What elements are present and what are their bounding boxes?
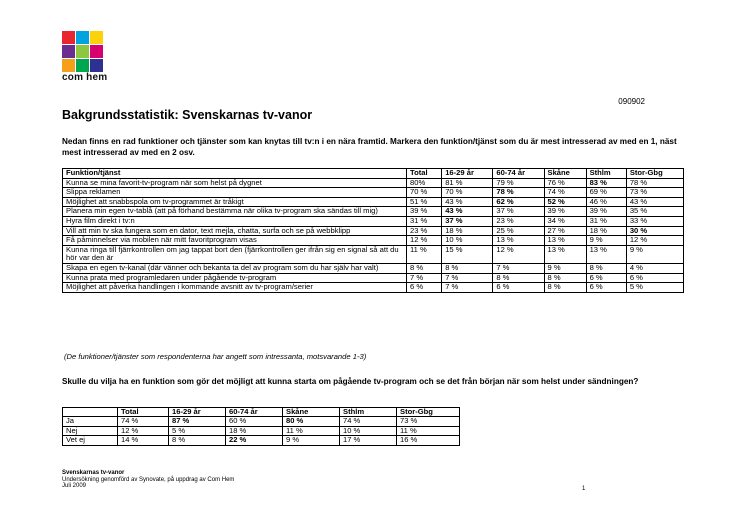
row-label: Slippa reklamen	[63, 188, 407, 198]
table-cell: 25 %	[493, 226, 544, 236]
table-cell: 33 %	[626, 216, 683, 226]
table-cell: 8 %	[544, 283, 586, 293]
table-cell: 74 %	[340, 417, 397, 426]
table-cell: 18 %	[226, 426, 283, 435]
table-row	[63, 245, 684, 263]
question-text: Skulle du vilja ha en funktion som gör det möjligt att kunna starta om pågående tv-program och se det från början när som helst under sändningen?	[62, 377, 639, 386]
table-cell: 11 %	[397, 426, 460, 435]
logo-square	[76, 59, 89, 72]
table-cell: 80%	[407, 178, 442, 188]
table-cell: 6 %	[586, 273, 626, 283]
table-cell: 74 %	[118, 417, 169, 426]
column-header: 60-74 år	[493, 169, 544, 179]
table-cell: 6 %	[493, 283, 544, 293]
table-cell: 8 %	[169, 436, 226, 445]
table-cell: 18 %	[442, 226, 493, 236]
table-cell: 13 %	[544, 236, 586, 246]
table-cell: 12 %	[118, 426, 169, 435]
table-cell: 39 %	[586, 207, 626, 217]
table-cell: 46 %	[586, 197, 626, 207]
table-cell: 7 %	[493, 263, 544, 273]
table-note: (De funktioner/tjänster som respondenterna har angett som intressanta, motsvarande 1-3)	[64, 352, 367, 361]
table-cell: 31 %	[586, 216, 626, 226]
table-cell: 51 %	[407, 197, 442, 207]
intro-text: Nedan finns en rad funktioner och tjänster som kan knytas till tv:n i en nära framtid. Markera den funktion/tjänst som du är mest intresserad av med en 1, näst mest intresserad av med en 2 osv.	[62, 137, 677, 157]
table-row	[63, 188, 684, 198]
table-cell: 13 %	[544, 245, 586, 263]
table-cell: 12 %	[407, 236, 442, 246]
table-cell: 13 %	[493, 236, 544, 246]
table-cell: 17 %	[340, 436, 397, 445]
table-cell: 79 %	[493, 178, 544, 188]
table-cell: 37 %	[493, 207, 544, 217]
column-header: 16-29 år	[442, 169, 493, 179]
table-cell: 43 %	[442, 207, 493, 217]
footer	[62, 470, 234, 490]
table-cell: 62 %	[493, 197, 544, 207]
table-cell: 14 %	[118, 436, 169, 445]
table-cell: 27 %	[544, 226, 586, 236]
table-cell: 8 %	[544, 273, 586, 283]
restart-table	[62, 407, 460, 446]
table-cell: 15 %	[442, 245, 493, 263]
table-cell: 6 %	[626, 273, 683, 283]
column-header: Sthlm	[586, 169, 626, 179]
row-label: Nej	[63, 426, 118, 435]
column-header: Total	[407, 169, 442, 179]
page-title: Bakgrundsstatistik: Svenskarnas tv-vanor	[62, 108, 313, 122]
table-cell: 73 %	[397, 417, 460, 426]
column-header: Skåne	[544, 169, 586, 179]
row-label: Möjlighet att snabbspola om tv-programmet är tråkigt	[63, 197, 407, 207]
column-header: Skåne	[283, 408, 340, 417]
table-cell: 69 %	[586, 188, 626, 198]
table-header-row	[63, 169, 684, 179]
table-cell: 52 %	[544, 197, 586, 207]
table-cell: 83 %	[586, 178, 626, 188]
table-cell: 70 %	[442, 188, 493, 198]
table-cell: 5 %	[626, 283, 683, 293]
table-cell: 11 %	[407, 245, 442, 263]
column-header: Funktion/tjänst	[63, 169, 407, 179]
row-label: Kunna se mina favorit-tv-program när som helst på dygnet	[63, 178, 407, 188]
column-header: 60-74 år	[226, 408, 283, 417]
table-cell: 4 %	[626, 263, 683, 273]
table-cell: 34 %	[544, 216, 586, 226]
table-cell: 73 %	[626, 188, 683, 198]
table-row	[63, 417, 460, 426]
table-cell: 8 %	[586, 263, 626, 273]
column-header: Stor-Gbg	[626, 169, 683, 179]
column-header: Sthlm	[340, 408, 397, 417]
row-label: Möjlighet att påverka handlingen i kommande avsnitt av tv-program/serier	[63, 283, 407, 293]
row-label: Få påminnelser via mobilen när mitt favoritprogram visas	[63, 236, 407, 246]
table-cell: 12 %	[626, 236, 683, 246]
logo-square	[90, 31, 103, 44]
row-label: Ja	[63, 417, 118, 426]
table-cell: 10 %	[340, 426, 397, 435]
row-label: Skapa en egen tv-kanal (där vänner och bekanta ta del av program som du har själv har valt)	[63, 263, 407, 273]
table-row	[63, 283, 684, 293]
logo-square	[90, 45, 103, 58]
table-cell: 37 %	[442, 216, 493, 226]
table-cell: 78 %	[626, 178, 683, 188]
table-cell: 5 %	[169, 426, 226, 435]
comhem-logo	[62, 31, 104, 73]
table-cell: 22 %	[226, 436, 283, 445]
table-cell: 8 %	[442, 263, 493, 273]
table-row	[63, 436, 460, 445]
logo-square	[62, 59, 75, 72]
table-row	[63, 216, 684, 226]
page-number: 1	[582, 486, 586, 492]
table-cell: 76 %	[544, 178, 586, 188]
footer-date: Juli 2009	[62, 483, 87, 490]
table-cell: 7 %	[442, 273, 493, 283]
table-cell: 7 %	[407, 273, 442, 283]
table-cell: 6 %	[407, 283, 442, 293]
table-cell: 11 %	[283, 426, 340, 435]
row-label: Planera min egen tv-tablå (att på förhand bestämma när olika tv-program ska sändas till mig)	[63, 207, 407, 217]
table-cell: 43 %	[626, 197, 683, 207]
table-cell: 31 %	[407, 216, 442, 226]
table-cell: 60 %	[226, 417, 283, 426]
row-label: Hyra film direkt i tv:n	[63, 216, 407, 226]
footer-line: Undersökning genomförd av Synovate, på uppdrag av Com Hem	[62, 476, 235, 483]
table-cell: 78 %	[493, 188, 544, 198]
table-cell: 9 %	[283, 436, 340, 445]
table-row	[63, 263, 684, 273]
table-cell: 23 %	[493, 216, 544, 226]
row-label: Vill att min tv ska fungera som en dator, text mejla, chatta, surfa och se på webbklipp	[63, 226, 407, 236]
table-row	[63, 236, 684, 246]
row-label: Kunna prata med programledaren under pågående tv-program	[63, 273, 407, 283]
functions-table	[62, 168, 684, 293]
footer-heading: Svenskarnas tv-vanor	[62, 470, 125, 476]
table-cell: 35 %	[626, 207, 683, 217]
brand-name: com hem	[62, 72, 108, 83]
table-cell: 80 %	[283, 417, 340, 426]
table-cell: 18 %	[586, 226, 626, 236]
logo-square	[76, 45, 89, 58]
column-header: Stor-Gbg	[397, 408, 460, 417]
row-label: Kunna ringa till fjärrkontrollen om jag tappat bort den (fjärrkontrollen ger ifrån sig en signal så att du hör var den är	[63, 245, 407, 263]
table-cell: 6 %	[586, 283, 626, 293]
row-label: Vet ej	[63, 436, 118, 445]
table-cell: 70 %	[407, 188, 442, 198]
table-cell: 43 %	[442, 197, 493, 207]
table-cell: 8 %	[407, 263, 442, 273]
logo-square	[62, 31, 75, 44]
table-cell: 23 %	[407, 226, 442, 236]
table-cell: 7 %	[442, 283, 493, 293]
column-header: Total	[118, 408, 169, 417]
table-cell: 9 %	[586, 236, 626, 246]
logo-square	[90, 59, 103, 72]
table-cell: 8 %	[493, 273, 544, 283]
logo-square	[76, 31, 89, 44]
table-cell: 16 %	[397, 436, 460, 445]
table-cell: 81 %	[442, 178, 493, 188]
table-cell: 10 %	[442, 236, 493, 246]
table-cell: 74 %	[544, 188, 586, 198]
table-cell: 30 %	[626, 226, 683, 236]
table-cell: 9 %	[626, 245, 683, 263]
table-cell: 39 %	[407, 207, 442, 217]
table-cell: 13 %	[586, 245, 626, 263]
table-cell: 9 %	[544, 263, 586, 273]
logo-square	[62, 45, 75, 58]
table-cell: 12 %	[493, 245, 544, 263]
document-number: 090902	[618, 97, 645, 106]
table-cell: 87 %	[169, 417, 226, 426]
column-header: 16-29 år	[169, 408, 226, 417]
table-cell: 39 %	[544, 207, 586, 217]
